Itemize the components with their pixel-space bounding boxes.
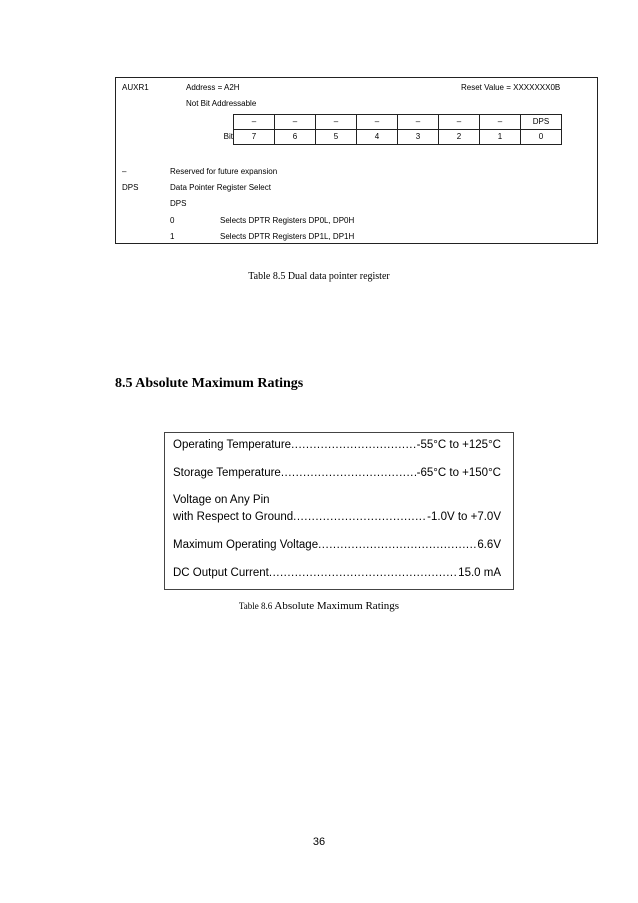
register-reset-value: Reset Value = XXXXXXX0B: [461, 83, 561, 92]
field-cell: –: [275, 115, 316, 130]
dps-option-value: 1: [170, 232, 175, 241]
rating-label: DC Output Current: [173, 567, 269, 579]
bit-cell: 1: [480, 130, 521, 145]
bit-cell: 5: [316, 130, 357, 145]
register-table: [115, 77, 598, 244]
rating-value: 6.6V: [477, 539, 501, 551]
field-cell: –: [357, 115, 398, 130]
ratings-caption-prefix: Table 8.6: [238, 601, 273, 611]
rating-pre-label: Voltage on Any Pin: [173, 494, 270, 506]
ratings-caption-text: Absolute Maximum Ratings: [274, 600, 400, 612]
desc-text: Reserved for future expansion: [170, 167, 278, 176]
leader-dots: [318, 539, 476, 551]
rating-row: [173, 539, 501, 551]
rating-value: 15.0 mA: [458, 567, 501, 579]
desc-text: Data Pointer Register Select: [170, 183, 271, 192]
field-cell: DPS: [521, 115, 562, 130]
table-caption: Table 8.5 Dual data pointer register: [248, 271, 390, 282]
rating-value: -1.0V to +7.0V: [427, 511, 501, 523]
bit-cell: 7: [234, 130, 275, 145]
bit-cell: 3: [398, 130, 439, 145]
rating-value: -55°C to +125°C: [416, 439, 501, 451]
rating-label: Operating Temperature: [173, 439, 292, 451]
bit-cell: 2: [439, 130, 480, 145]
rating-row: [173, 511, 501, 523]
dps-option-value: 0: [170, 216, 175, 225]
leader-dots: [269, 567, 457, 579]
bit-cell: 6: [275, 130, 316, 145]
field-cell: –: [398, 115, 439, 130]
dps-header: DPS: [170, 199, 187, 208]
bit-cell: 0: [521, 130, 562, 145]
register-addressable: Not Bit Addressable: [186, 99, 257, 108]
field-cell: –: [316, 115, 357, 130]
section-heading: 8.5 Absolute Maximum Ratings: [115, 376, 304, 391]
field-row-spacer: [213, 115, 234, 130]
bit-cell: 4: [357, 130, 398, 145]
ratings-caption: [0, 600, 638, 612]
rating-label: with Respect to Ground: [173, 511, 294, 523]
leader-dots: [293, 511, 426, 523]
rating-row: [173, 467, 501, 479]
register-address: Address = A2H: [186, 83, 240, 92]
leader-dots: [281, 467, 416, 479]
field-cell: –: [480, 115, 521, 130]
desc-symbol: DPS: [122, 183, 139, 192]
rating-pre-label-row: [173, 494, 501, 506]
bit-row: [213, 130, 562, 145]
dps-option-text: Selects DPTR Registers DP1L, DP1H: [220, 232, 355, 241]
dps-option-text: Selects DPTR Registers DP0L, DP0H: [220, 216, 355, 225]
page-number: 36: [312, 836, 326, 848]
bit-label: Bit: [223, 132, 233, 141]
rating-label: Storage Temperature: [173, 467, 281, 479]
rating-label: Maximum Operating Voltage: [173, 539, 319, 551]
bit-grid: [213, 114, 562, 145]
ratings-box: [164, 432, 514, 590]
desc-symbol: –: [122, 167, 127, 176]
leader-dots: [291, 439, 416, 451]
rating-value: -65°C to +150°C: [416, 467, 501, 479]
field-cell: –: [439, 115, 480, 130]
field-row: [213, 115, 562, 130]
rating-row: [173, 567, 501, 579]
rating-row: [173, 439, 501, 451]
register-name: AUXR1: [122, 83, 149, 92]
field-cell: –: [234, 115, 275, 130]
